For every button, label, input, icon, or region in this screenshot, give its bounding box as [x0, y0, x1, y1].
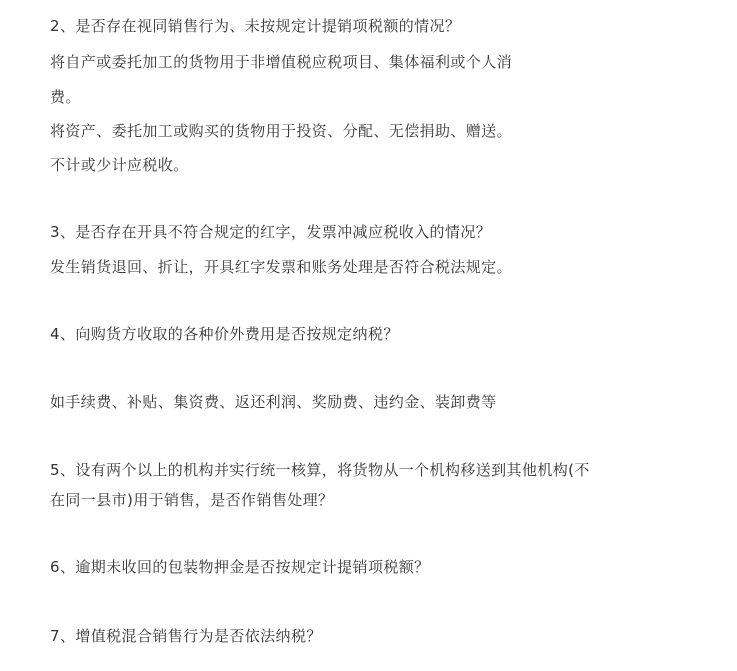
question-4: 4、向购货方收取的各种价外费用是否按规定纳税？: [50, 325, 399, 343]
question-4-detail: 如手续费、补贴、集资费、返还利润、奖励费、违约金、装卸费等: [50, 393, 497, 411]
question-5: 5、设有两个以上的机构并实行统一核算，将货物从一个机构移送到其他机构(不: [50, 461, 590, 479]
question-2-detail-2: 将资产、委托加工或购买的货物用于投资、分配、无偿捐助、赠送。: [50, 122, 513, 140]
question-3-detail: 发生销货退回、折让，开具红字发票和账务处理是否符合税法规定。: [50, 258, 513, 276]
question-7: 7、增值税混合销售行为是否依法纳税？: [50, 627, 322, 645]
question-2: 2、是否存在视同销售行为、未按规定计提销项税额的情况？: [50, 17, 461, 35]
question-2-detail-1-cont: 费。: [50, 88, 81, 106]
question-5-cont: 在同一县市)用于销售，是否作销售处理？: [50, 491, 334, 509]
question-2-detail-3: 不计或少计应税收。: [50, 156, 189, 174]
question-6: 6、逾期未收回的包装物押金是否按规定计提销项税额？: [50, 558, 430, 576]
question-2-detail-1: 将自产或委托加工的货物用于非增值税应税项目、集体福利或个人消: [50, 53, 513, 71]
question-3: 3、是否存在开具不符合规定的红字，发票冲减应税收入的情况？: [50, 223, 492, 241]
